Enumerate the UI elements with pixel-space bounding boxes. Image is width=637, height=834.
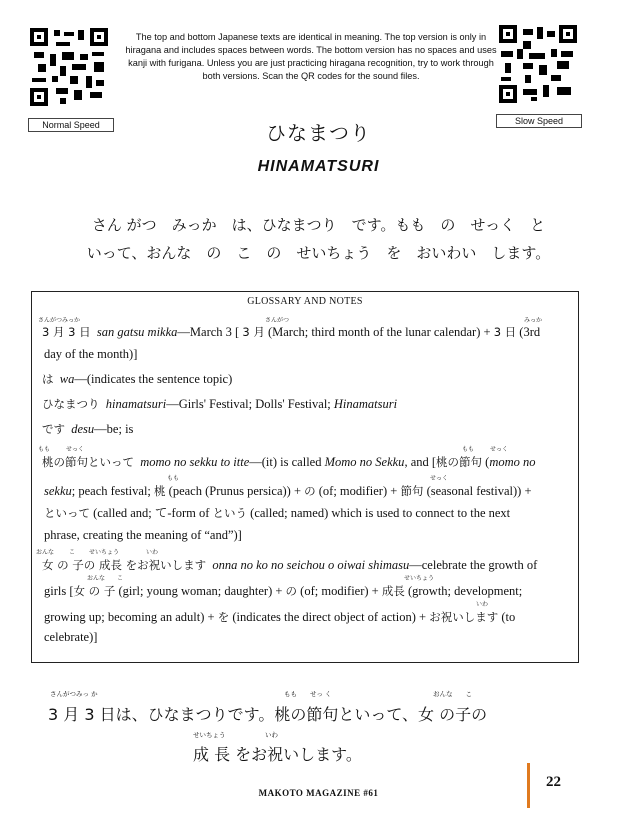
glossary-entry-momo-no-sekku: 桃の節句といって momo no sekku to itte—(it) is called Momo no Sekku, and [桃の節句 (momo no [42,455,536,469]
glossary-entry-momo-no-sekku-cont: phrase, creating the meaning of “and”)] [44,528,242,542]
furigana: おんな [36,549,55,556]
glossary-entry-seichou-cont: celebrate)] [44,630,98,644]
furigana: せいちょう [404,575,435,582]
page-number: 22 [546,774,561,790]
furigana: おんな こ [433,690,472,698]
glossary-title: GLOSSARY AND NOTES [247,296,363,307]
hiragana-line-1: さん がつ みっか は、ひなまつり です。もも の せっく と [91,216,546,234]
title-japanese: ひなまつり [266,121,371,145]
glossary-entry-seichou-cont: growing up; becoming an adult) + を (indicates the direct object of action) + お祝いします (to [44,610,516,624]
glossary-entry-march-3-cont: day of the month)] [44,347,138,361]
glossary-entry-wa: は wa—(indicates the sentence topic) [42,372,233,386]
glossary-entry-momo-no-sekku-cont: sekku; peach festival; 桃 (peach (Prunus persica)) + の (of; modifier) + 節句 (seasonal festival)) + [44,484,532,498]
furigana: いわ [146,549,159,556]
furigana: みっか [524,317,543,324]
furigana: さんがつみっか [38,317,81,324]
qr-code-normal-speed[interactable] [30,28,108,106]
furigana: もも [462,446,475,453]
glossary-box [31,291,579,663]
furigana: せいちょう [193,731,226,739]
qr-finder-icon [30,88,48,106]
furigana: さんがつ [265,317,290,324]
glossary-entry-seichou-cont: girls [女 の 子 (girl; young woman; daughter) + の (of; modifier) + 成長 (growth; development; [44,584,523,598]
furigana: もも [167,475,180,482]
furigana: いわ [476,601,489,608]
qr-finder-icon [30,28,48,46]
title-romaji: HINAMATSURI [257,158,380,175]
furigana: こ [117,575,124,582]
furigana: せっく [430,475,448,482]
qr-caption-slow-speed: Slow Speed [496,114,582,128]
glossary-entry-march-3: 3 月 3 日 san gatsu mikka—March 3 [ 3 月 (March; third month of the lunar calendar) + 3 日 (3rd [42,325,541,339]
qr-finder-icon [499,85,517,103]
qr-finder-icon [90,28,108,46]
furigana: せいちょう [89,549,120,556]
magazine-footer: MAKOTO MAGAZINE #61 [258,788,379,798]
qr-code-slow-speed[interactable] [499,25,577,103]
qr-caption-normal-speed: Normal Speed [28,118,114,132]
kanji-line-1: 3 月 3 日は、ひなまつりです。桃の節句といって、女 の子の [48,705,488,724]
furigana: さんがつみっ か [50,690,98,698]
glossary-entry-seichou: 女 の 子の 成長 をお祝いします onna no ko no seichou o oiwai shimasu—celebrate the growth of [42,558,538,572]
furigana: せっく [66,446,84,453]
furigana: もも せっ く [284,690,332,698]
intro-paragraph: The top and bottom Japanese texts are identical in meaning. The top version is only in hiragana and includes spaces between words. The bottom version has no spaces and uses kanji with furigana. Unless you are just practicing hiragana recognition, try to work through both versions. Scan the QR codes for the sound files. [125,32,497,81]
furigana: もも [38,446,51,453]
furigana: せっく [490,446,508,453]
furigana: おんな [87,575,106,582]
kanji-line-2: 成 長 をお祝いします。 [193,745,362,764]
hiragana-line-2: いって、おんな の こ の せいちょう を おいわい します。 [86,244,551,262]
glossary-entry-desu: です desu—be; is [42,422,134,436]
furigana: いわ [265,731,278,739]
glossary-entry-momo-no-sekku-cont: といって (called and; て-form of という (called; named) which is used to connect to the next [44,506,511,520]
glossary-entry-hinamatsuri: ひなまつり hinamatsuri—Girls' Festival; Dolls' Festival; Hinamatsuri [42,397,398,411]
page-number-bar [527,763,530,808]
qr-finder-icon [559,25,577,43]
furigana: こ [69,549,76,556]
